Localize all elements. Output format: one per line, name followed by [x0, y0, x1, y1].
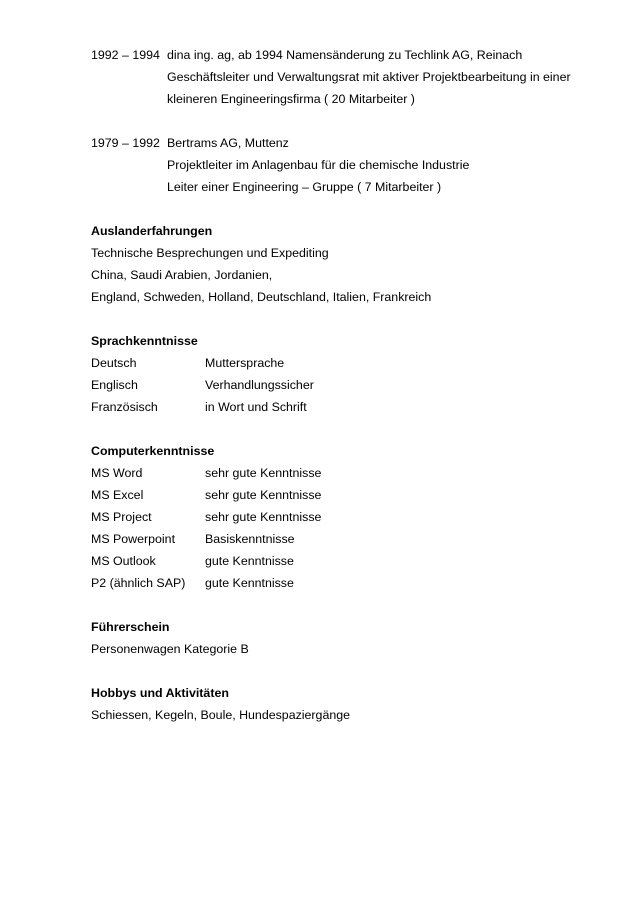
license-text: Personenwagen Kategorie B [91, 642, 249, 656]
experience-entry [91, 132, 591, 154]
section-heading-computer: Computerkenntnisse [91, 444, 215, 458]
software-level: Basiskenntnisse [205, 532, 295, 546]
software-level: sehr gute Kenntnisse [205, 510, 322, 524]
cv-page [91, 44, 591, 726]
section-heading-abroad: Auslanderfahrungen [91, 224, 213, 238]
spacer [91, 110, 591, 132]
computer-skill-row [91, 462, 591, 484]
software-level: gute Kenntnisse [205, 576, 294, 590]
hobbies-text: Schiessen, Kegeln, Boule, Hundespaziergänge [91, 708, 351, 722]
software-name: MS Excel [91, 488, 144, 502]
software-level: sehr gute Kenntnisse [205, 466, 322, 480]
experience-period: 1992 – 1994 [91, 48, 160, 62]
section-heading-hobbies: Hobbys und Aktivitäten [91, 686, 229, 700]
software-level: sehr gute Kenntnisse [205, 488, 322, 502]
computer-skill-row [91, 484, 591, 506]
spacer [91, 308, 591, 330]
computer-skill-row [91, 506, 591, 528]
section-heading-license: Führerschein [91, 620, 170, 634]
spacer [91, 198, 591, 220]
experience-detail: kleineren Engineeringsfirma ( 20 Mitarbeiter ) [167, 92, 415, 106]
language-row [91, 374, 591, 396]
experience-entry [91, 44, 591, 66]
software-name: P2 (ähnlich SAP) [91, 576, 186, 590]
language-level: in Wort und Schrift [205, 400, 307, 414]
experience-detail: Leiter einer Engineering – Gruppe ( 7 Mitarbeiter ) [167, 180, 442, 194]
abroad-line: China, Saudi Arabien, Jordanien, [91, 268, 273, 282]
software-name: MS Powerpoint [91, 532, 176, 546]
experience-detail: Geschäftsleiter und Verwaltungsrat mit aktiver Projektbearbeitung in einer [167, 70, 571, 84]
abroad-line: England, Schweden, Holland, Deutschland, Italien, Frankreich [91, 290, 432, 304]
software-name: MS Outlook [91, 554, 156, 568]
software-name: MS Word [91, 466, 143, 480]
software-level: gute Kenntnisse [205, 554, 294, 568]
computer-skill-row [91, 572, 591, 594]
experience-period: 1979 – 1992 [91, 136, 160, 150]
computer-skill-row [91, 528, 591, 550]
spacer [91, 660, 591, 682]
spacer [91, 594, 591, 616]
language-name: Deutsch [91, 356, 137, 370]
experience-detail: Projektleiter im Anlagenbau für die chemische Industrie [167, 158, 470, 172]
computer-skill-row [91, 550, 591, 572]
experience-company: dina ing. ag, ab 1994 Namensänderung zu Techlink AG, Reinach [167, 48, 523, 62]
language-name: Englisch [91, 378, 138, 392]
experience-company: Bertrams AG, Muttenz [167, 136, 289, 150]
language-row [91, 396, 591, 418]
language-row [91, 352, 591, 374]
language-name: Französisch [91, 400, 158, 414]
language-level: Verhandlungssicher [205, 378, 314, 392]
spacer [91, 418, 591, 440]
abroad-line: Technische Besprechungen und Expediting [91, 246, 329, 260]
language-level: Muttersprache [205, 356, 285, 370]
section-heading-languages: Sprachkenntnisse [91, 334, 198, 348]
software-name: MS Project [91, 510, 152, 524]
